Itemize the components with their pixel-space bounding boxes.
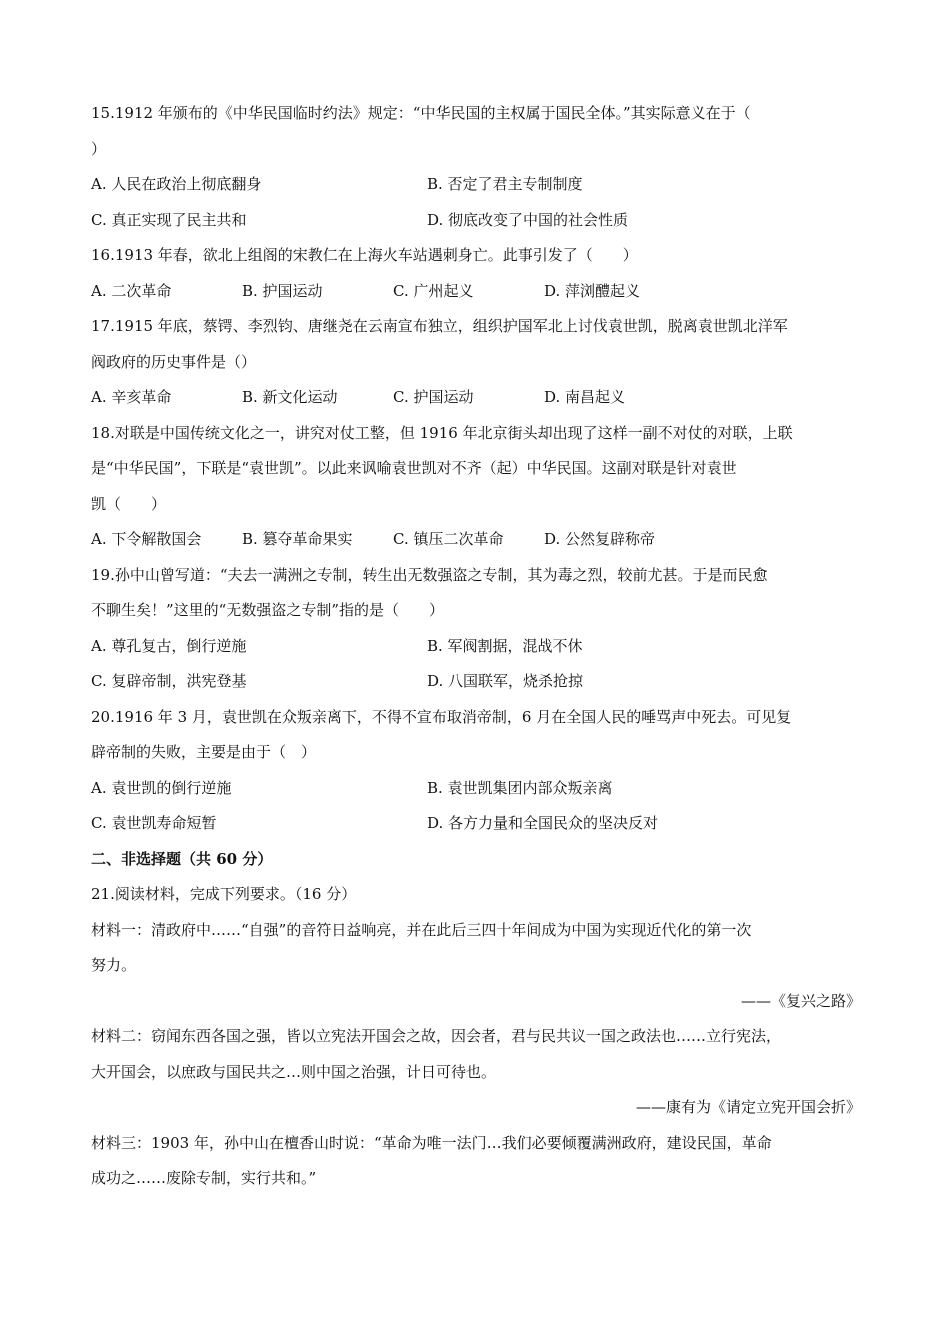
question-17 [91, 309, 861, 416]
material-2-source: ——康有为《请定立宪开国会折》 [635, 1098, 861, 1116]
question-21 [91, 877, 861, 1197]
option-row [91, 522, 861, 558]
option-c: C. 广州起义 [393, 281, 474, 300]
option-c: C. 真正实现了民主共和 [91, 210, 247, 229]
option-row [91, 629, 861, 665]
option-b: B. 新文化运动 [242, 388, 338, 406]
question-stem: 15.1912 年颁布的《中华民国临时约法》规定：“中华民国的主权属于国民全体。”其实际意义在于（ [91, 104, 751, 122]
question-stem: 21.阅读材料，完成下列要求。（16 分） [91, 885, 357, 903]
option-a: A. 人民在政治上彻底翻身 [91, 175, 262, 193]
question-stem: ） [91, 139, 107, 158]
question-stem: 辟帝制的失败，主要是由于（ ） [91, 743, 317, 761]
option-row [91, 771, 861, 807]
option-b: B. 否定了君主专制制度 [427, 175, 583, 193]
document-content [91, 96, 861, 1197]
option-a: A. 袁世凯的倒行逆施 [91, 778, 232, 797]
option-row [91, 806, 861, 842]
question-stem: 阀政府的历史事件是（） [91, 352, 257, 371]
material-1-text: 材料一：清政府中……“自强”的音符日益响亮，并在此后三四十年间成为中国为实现近代化的第一次 [91, 920, 752, 939]
option-c: C. 袁世凯寿命短暂 [91, 814, 217, 832]
option-c: C. 护国运动 [393, 388, 474, 406]
option-b: B. 袁世凯集团内部众叛亲离 [427, 778, 613, 797]
material-1-text: 努力。 [91, 956, 137, 974]
option-b: B. 篡夺革命果实 [242, 530, 353, 548]
option-a: A. 下令解散国会 [91, 530, 202, 548]
option-c: C. 镇压二次革命 [393, 530, 504, 548]
material-3-text: 成功之……废除专制，实行共和。” [91, 1169, 317, 1187]
option-d: D. 萍浏醴起义 [544, 281, 641, 300]
question-stem: 凯（ ） [91, 494, 167, 513]
option-d: D. 各方力量和全国民众的坚决反对 [427, 814, 659, 832]
option-a: A. 二次革命 [91, 281, 172, 300]
question-stem: 20.1916 年 3 月，袁世凯在众叛亲离下，不得不宣布取消帝制，6 月在全国人民的唾骂声中死去。可见复 [91, 707, 792, 726]
option-b: B. 军阀割据，混战不休 [427, 636, 583, 655]
option-c: C. 复辟帝制，洪宪登基 [91, 672, 247, 690]
option-b: B. 护国运动 [242, 281, 323, 300]
option-d: D. 彻底改变了中国的社会性质 [427, 210, 629, 229]
question-stem: 17.1915 年底，蔡锷、李烈钧、唐继尧在云南宣布独立，组织护国军北上讨伐袁世凯，脱离袁世凯北洋军 [91, 317, 788, 335]
option-d: D. 八国联军，烧杀抢掠 [427, 672, 584, 690]
question-stem: 不聊生矣！”这里的“无数强盗之专制”指的是（ ） [91, 601, 445, 619]
option-row [91, 664, 861, 700]
option-row [91, 274, 861, 310]
material-1-source: ——《复兴之路》 [740, 991, 861, 1010]
question-20 [91, 700, 861, 842]
option-row [91, 380, 861, 416]
question-stem: 18.对联是中国传统文化之一，讲究对仗工整，但 1916 年北京街头却出现了这样一副不对仗的对联，上联 [91, 423, 793, 442]
option-row [91, 203, 861, 239]
question-15 [91, 96, 861, 238]
option-d: D. 南昌起义 [544, 388, 626, 406]
question-stem: 19.孙中山曾写道：“夫去一满洲之专制，转生出无数强盗之专制，其为毒之烈，较前尤甚。于是而民愈 [91, 565, 768, 584]
question-16 [91, 238, 861, 309]
question-stem: 是“中华民国”，下联是“袁世凯”。以此来讽喻袁世凯对不齐（起）中华民国。这副对联是针对袁世 [91, 459, 737, 477]
material-2-text: 材料二：窃闻东西各国之强，皆以立宪法开国会之故，因会者，君与民共议一国之政法也……立行宪法， [91, 1027, 782, 1045]
material-2-text: 大开国会，以庶政与国民共之…则中国之治强，计日可待也。 [91, 1062, 497, 1081]
question-18 [91, 416, 861, 558]
question-stem: 16.1913 年春，欲北上组阁的宋教仁在上海火车站遇刺身亡。此事引发了（ ） [91, 246, 638, 264]
option-a: A. 辛亥革命 [91, 388, 172, 406]
material-3-text: 材料三：1903 年，孙中山在檀香山时说：“革命为唯一法门…我们必要倾覆满洲政府，建设民国，革命 [91, 1133, 772, 1152]
question-19 [91, 558, 861, 700]
option-d: D. 公然复辟称帝 [544, 530, 656, 548]
option-row [91, 167, 861, 203]
section-title: 二、非选择题（共 60 分） [91, 849, 273, 868]
option-a: A. 尊孔复古，倒行逆施 [91, 636, 247, 655]
